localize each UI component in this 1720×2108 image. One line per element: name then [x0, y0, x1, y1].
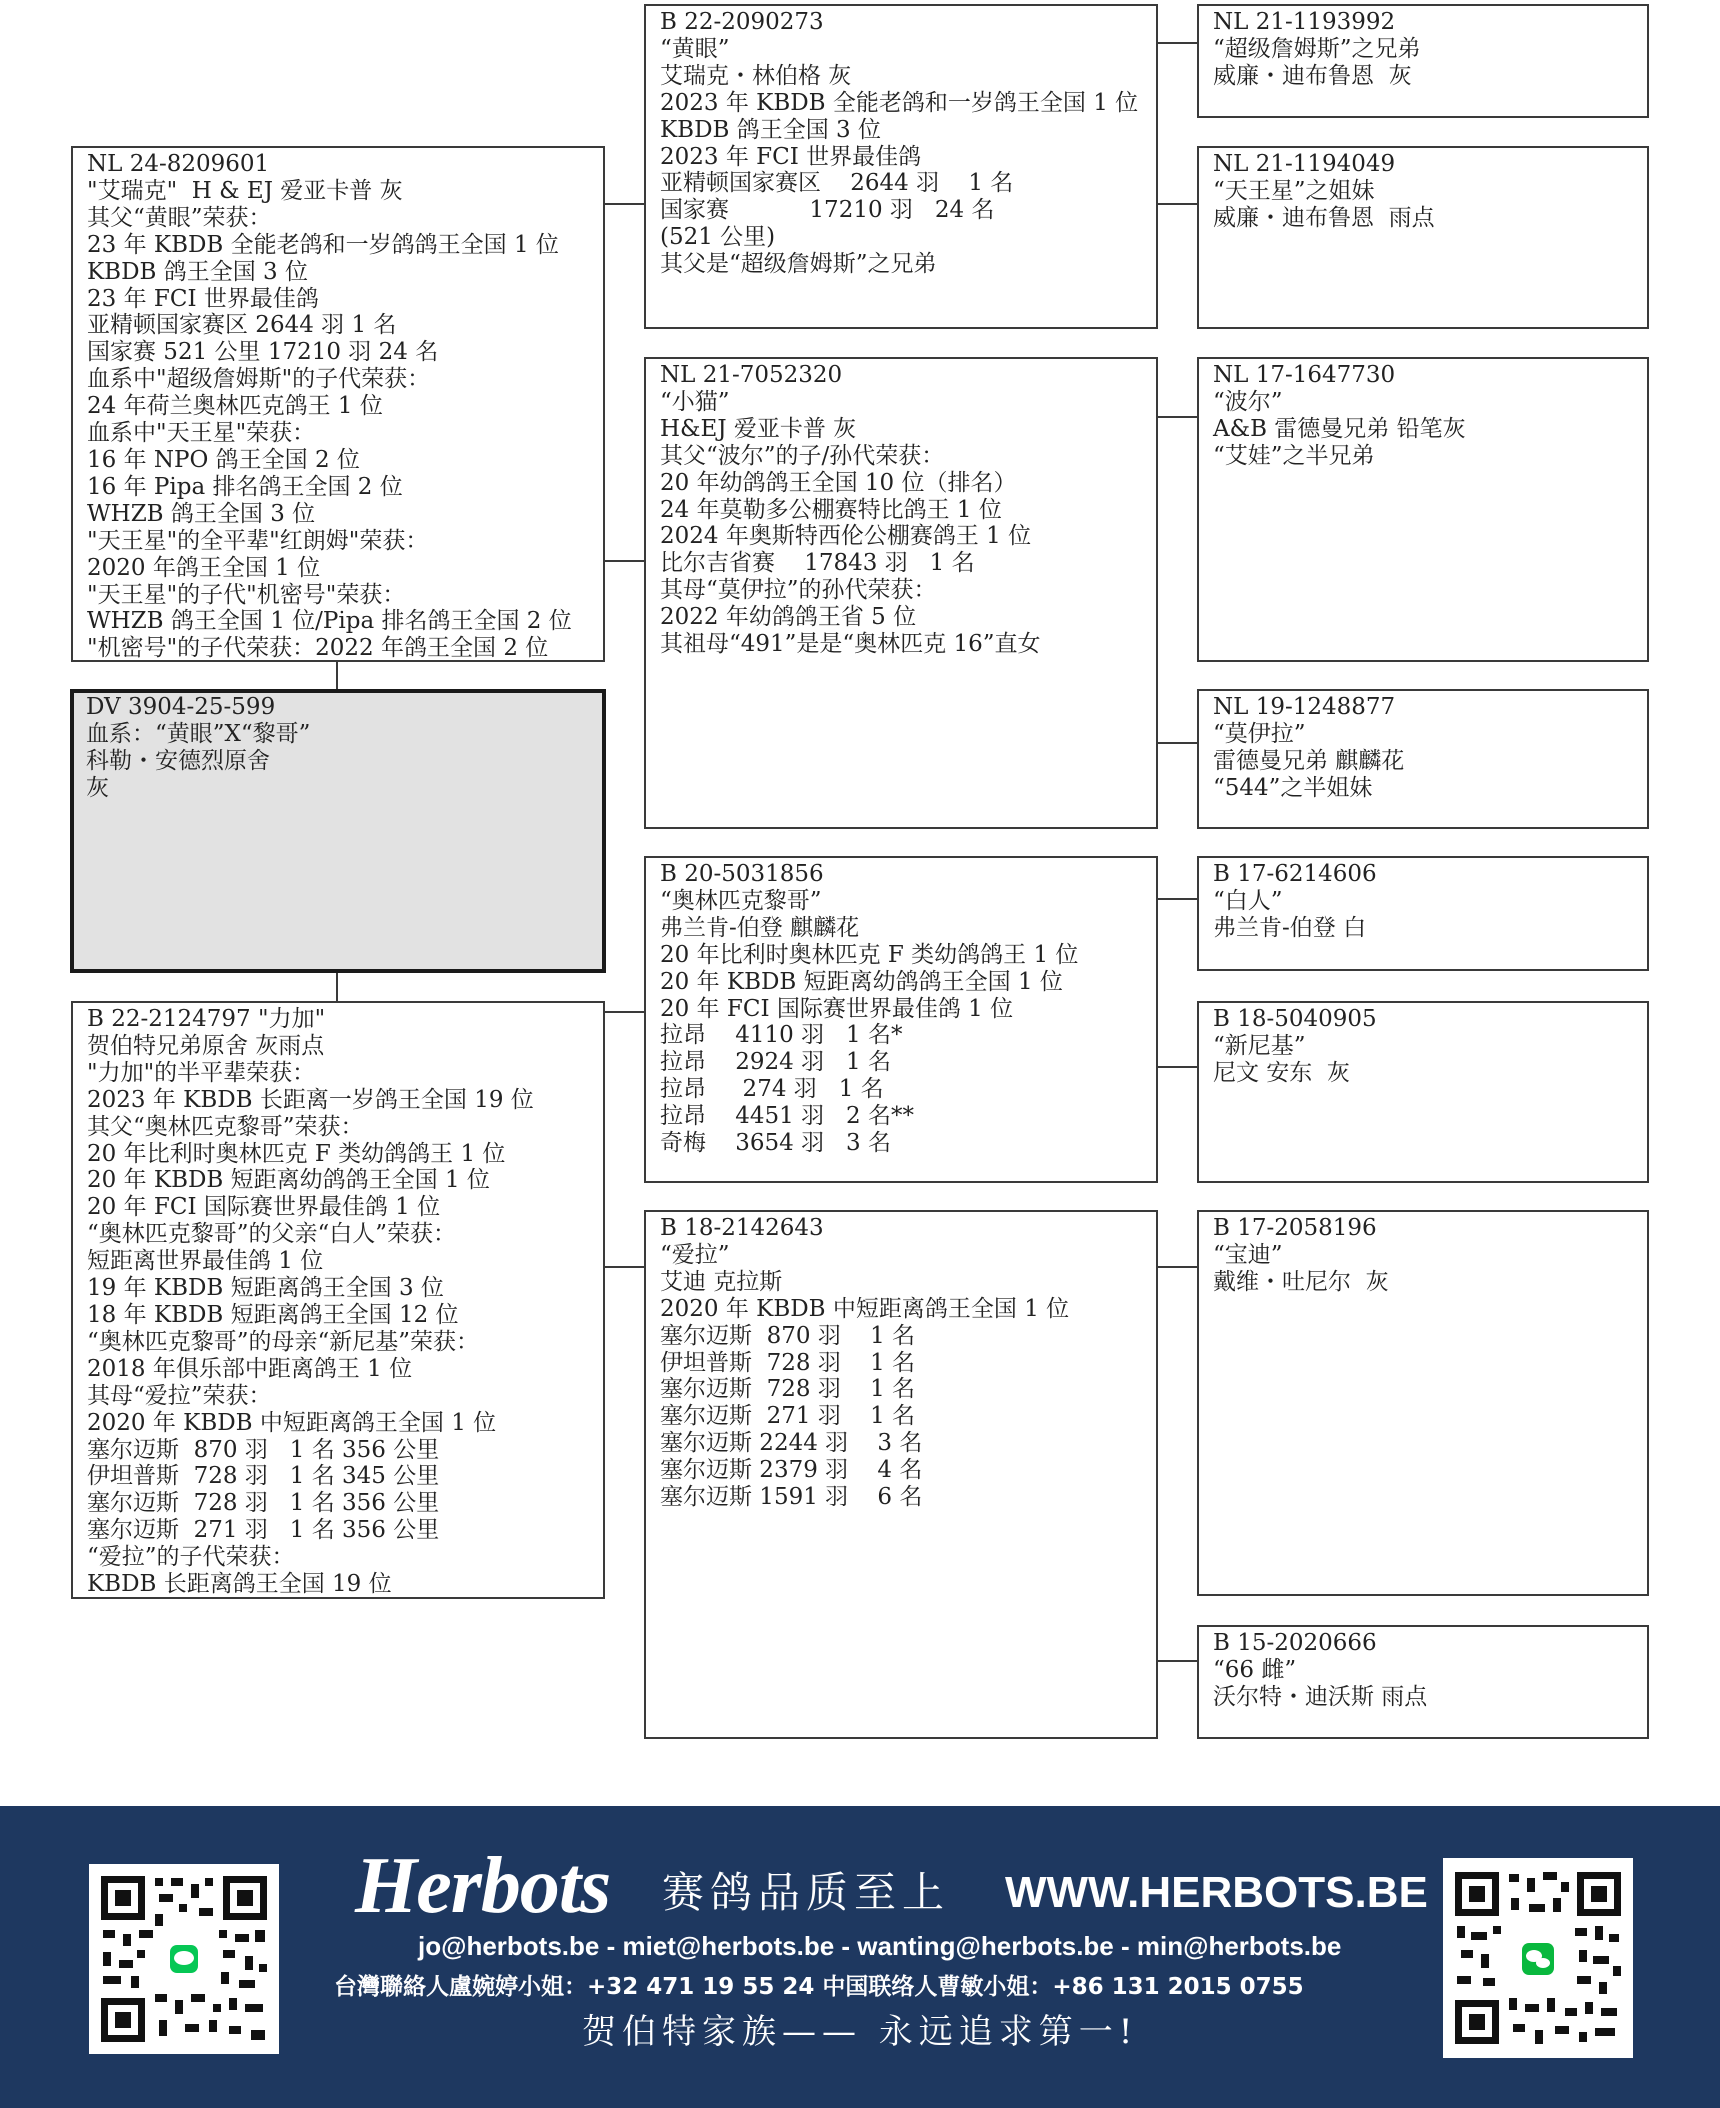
sire-info-line: 24 年荷兰奥林匹克鸽王 1 位 [87, 393, 383, 420]
dam-info-line: 19 年 KBDB 短距离鸽王全国 3 位 [87, 1275, 444, 1302]
info-line: 20 年比利时奥林匹克 F 类幼鸽鸽王 1 位 [660, 941, 1079, 968]
info-line: H&EJ 爱亚卡普 灰 [660, 415, 857, 442]
info-line: “白人” [1213, 887, 1283, 914]
info-line: 国家赛 17210 羽 24 名 [660, 197, 995, 224]
info-line: 塞尔迈斯 728 羽 1 名 [660, 1376, 916, 1403]
subject-ring-number: DV 3904-25-599 [86, 694, 276, 720]
connector-dam-gen2-bottom [604, 1266, 645, 1268]
dam-info-line: 18 年 KBDB 短距离鸽王全国 12 位 [87, 1301, 459, 1328]
sire-info-line: "天王星"的全平辈"红朗姆"荣获： [87, 527, 429, 554]
dam-info-line: 其母“爱拉”荣获： [87, 1382, 272, 1409]
info-line: 奇梅 3654 羽 3 名 [660, 1130, 891, 1157]
sire-info-line: 国家赛 521 公里 17210 羽 24 名 [87, 339, 439, 366]
ring-number: B 17-6214606 [1213, 861, 1377, 887]
info-line: 其父“波尔”的子/孙代荣获： [660, 442, 945, 469]
dam-ring-number: B 22-2124797 "力加" [87, 1006, 326, 1032]
dam-info-line: 伊坦普斯 728 羽 1 名 345 公里 [87, 1463, 440, 1490]
herbots-logo: Herbots [355, 1842, 611, 1930]
sire-ring-number: NL 24-8209601 [87, 151, 270, 177]
sire-info-line: 其父“黄眼”荣获： [87, 204, 272, 231]
dam-info-line: 20 年 KBDB 短距离幼鸽鸽王全国 1 位 [87, 1167, 490, 1194]
dam-info-line: 2018 年俱乐部中距离鸽王 1 位 [87, 1355, 413, 1382]
sire-info-line: WHZB 鸽王全国 1 位/Pipa 排名鸽王全国 2 位 [87, 608, 572, 635]
pigeon-name: “爱拉” [660, 1241, 730, 1268]
info-line: 威廉・迪布鲁恩 灰 [1213, 62, 1412, 89]
connector-gen2-gen3-4b [1157, 1660, 1198, 1662]
sire-name-line: "艾瑞克" H & EJ 爱亚卡普 灰 [87, 177, 403, 204]
connector-gen2-gen3-2b [1157, 742, 1198, 744]
sire-info-line: 2020 年鸽王全国 1 位 [87, 554, 321, 581]
line-qr-code[interactable] [89, 1864, 279, 2054]
dam-info-line: 其父“奥林匹克黎哥”荣获： [87, 1113, 364, 1140]
connector-gen2-gen3-1b [1157, 203, 1198, 205]
connector-gen2-gen3-1a [1157, 42, 1198, 44]
info-line: 塞尔迈斯 2244 羽 3 名 [660, 1430, 923, 1457]
dam-info-line: “爱拉”的子代荣获： [87, 1544, 295, 1571]
dam-info-line: 2023 年 KBDB 长距离一岁鸽王全国 19 位 [87, 1086, 534, 1113]
dam-sire-card [644, 856, 1158, 1183]
ancestor-card-6 [1197, 1001, 1649, 1183]
ancestor-card-3 [1197, 357, 1649, 662]
info-line: “66 雌” [1213, 1656, 1297, 1683]
sire-info-line: 亚精顿国家赛区 2644 羽 1 名 [87, 312, 397, 339]
pigeon-name: “奥林匹克黎哥” [660, 887, 822, 914]
connector-gen2-gen3-3b [1157, 1066, 1198, 1068]
sire-card [71, 146, 605, 662]
ring-number: B 18-5040905 [1213, 1006, 1377, 1032]
info-line: “天王星”之姐妹 [1213, 177, 1375, 204]
sire-info-line: 23 年 KBDB 全能老鸽和一岁鸽鸽王全国 1 位 [87, 231, 559, 258]
info-line: “544”之半姐妹 [1213, 774, 1373, 801]
info-line: 拉昂 2924 羽 1 名 [660, 1049, 891, 1076]
subject-breeder: 科勒・安德烈原舍 [86, 747, 270, 774]
info-line: 戴维・吐尼尔 灰 [1213, 1268, 1389, 1295]
ring-number: B 20-5031856 [660, 861, 824, 887]
info-line: 2022 年幼鸽鸽王省 5 位 [660, 604, 917, 631]
connector-subject-dam [336, 971, 338, 1003]
info-line: 20 年 KBDB 短距离幼鸽鸽王全国 1 位 [660, 968, 1063, 995]
info-line: (521 公里) [660, 224, 776, 251]
dam-info-line: 塞尔迈斯 271 羽 1 名 356 公里 [87, 1517, 440, 1544]
slogan: 赛鸽品质至上 [662, 1868, 951, 1917]
dam-info-line: KBDB 长距离鸽王全国 19 位 [87, 1571, 392, 1598]
info-line: KBDB 鸽王全国 3 位 [660, 116, 881, 143]
ancestor-card-8 [1197, 1625, 1649, 1739]
info-line: 拉昂 4451 羽 2 名** [660, 1103, 914, 1130]
sire-info-line: "机密号"的子代荣获：2022 年鸽王全国 2 位 [87, 635, 549, 662]
info-line: 亚精顿国家赛区 2644 羽 1 名 [660, 170, 1014, 197]
info-line: 塞尔迈斯 1591 羽 6 名 [660, 1484, 923, 1511]
sire-info-line: "天王星"的子代"机密号"荣获： [87, 581, 406, 608]
connector-sire-gen2-top [604, 203, 645, 205]
info-line: “超级詹姆斯”之兄弟 [1213, 35, 1421, 62]
info-line: 艾迪 克拉斯 [660, 1268, 783, 1295]
info-line: 塞尔迈斯 2379 羽 4 名 [660, 1457, 923, 1484]
dam-info-line: 塞尔迈斯 870 羽 1 名 356 公里 [87, 1436, 440, 1463]
info-line: 20 年 FCI 国际赛世界最佳鸽 1 位 [660, 995, 1014, 1022]
info-line: A&B 雷德曼兄弟 铅笔灰 [1213, 415, 1466, 442]
ring-number: B 22-2090273 [660, 9, 824, 35]
ancestor-card-4 [1197, 689, 1649, 829]
info-line: “宝迪” [1213, 1241, 1283, 1268]
pigeon-name: “黄眼” [660, 35, 730, 62]
dam-info-line: “奥林匹克黎哥”的父亲“白人”荣获： [87, 1221, 457, 1248]
info-line: 伊坦普斯 728 羽 1 名 [660, 1349, 916, 1376]
connector-gen2-gen3-3a [1157, 898, 1198, 900]
ring-number: NL 17-1647730 [1213, 362, 1396, 388]
email-addresses[interactable]: jo@herbots.be - miet@herbots.be - wanting@herbots.be - min@herbots.be [418, 1931, 1342, 1961]
info-line: 尼文 安东 灰 [1213, 1059, 1350, 1086]
info-line: 2020 年 KBDB 中短距离鸽王全国 1 位 [660, 1295, 1070, 1322]
dam-card [71, 1001, 605, 1599]
sire-info-line: KBDB 鸽王全国 3 位 [87, 258, 308, 285]
subject-color: 灰 [86, 774, 109, 801]
ancestor-card-1 [1197, 4, 1649, 118]
info-line: 沃尔特・迪沃斯 雨点 [1213, 1683, 1428, 1710]
connector-dam-gen2-top [604, 1011, 645, 1013]
ring-number: B 15-2020666 [1213, 1630, 1377, 1656]
ring-number: NL 19-1248877 [1213, 694, 1396, 720]
info-line: 威廉・迪布鲁恩 雨点 [1213, 204, 1435, 231]
dam-dam-card [644, 1210, 1158, 1739]
info-line: 拉昂 4110 羽 1 名* [660, 1022, 903, 1049]
ring-number: NL 21-7052320 [660, 362, 843, 388]
ring-number: NL 21-1193992 [1213, 9, 1396, 35]
connector-gen2-gen3-4a [1157, 1266, 1198, 1268]
dam-info-line: 塞尔迈斯 728 羽 1 名 356 公里 [87, 1490, 440, 1517]
info-line: 雷德曼兄弟 麒麟花 [1213, 747, 1405, 774]
info-line: 2024 年奥斯特西伦公棚赛鸽王 1 位 [660, 523, 1032, 550]
dam-info-line: 贺伯特兄弟原舍 灰雨点 [87, 1032, 325, 1059]
ring-number: B 18-2142643 [660, 1215, 824, 1241]
footer-banner [0, 1806, 1720, 2108]
sire-info-line: WHZB 鸽王全国 3 位 [87, 500, 316, 527]
sire-dam-card [644, 357, 1158, 829]
info-line: 艾瑞克・林伯格 灰 [660, 62, 852, 89]
info-line: 塞尔迈斯 870 羽 1 名 [660, 1322, 916, 1349]
sire-sire-card [644, 4, 1158, 329]
wechat-qr-code[interactable] [1443, 1858, 1633, 2058]
info-line: 2023 年 FCI 世界最佳鸽 [660, 143, 922, 170]
subject-bloodline: 血系：“黄眼”X“黎哥” [86, 720, 311, 747]
ancestor-card-7 [1197, 1210, 1649, 1596]
dam-info-line: 20 年比利时奥林匹克 F 类幼鸽鸽王 1 位 [87, 1140, 506, 1167]
info-line: 塞尔迈斯 271 羽 1 名 [660, 1403, 916, 1430]
contact-numbers: 台灣聯絡人盧婉婷小姐：+32 471 19 55 24 中国联络人曹敏小姐：+86 131 2015 0755 [334, 1974, 1304, 2000]
info-line: 弗兰肯-伯登 麒麟花 [660, 914, 860, 941]
ancestor-card-2 [1197, 146, 1649, 329]
subject-card [70, 689, 606, 973]
pigeon-name: “小猫” [660, 388, 730, 415]
info-line: 其祖母“491”是是“奥林匹克 16”直女 [660, 631, 1041, 658]
ring-number: NL 21-1194049 [1213, 151, 1396, 177]
sire-info-line: 23 年 FCI 世界最佳鸽 [87, 285, 319, 312]
info-line: 24 年莫勒多公棚赛特比鸽王 1 位 [660, 496, 1002, 523]
info-line: 20 年幼鸽鸽王全国 10 位（排名） [660, 469, 1017, 496]
ring-number: B 17-2058196 [1213, 1215, 1377, 1241]
info-line: “莫伊拉” [1213, 720, 1306, 747]
info-line: “艾娃”之半兄弟 [1213, 442, 1375, 469]
connector-sire-gen2-bottom [604, 560, 645, 562]
dam-info-line: 20 年 FCI 国际赛世界最佳鸽 1 位 [87, 1194, 441, 1221]
family-motto: 贺伯特家族—— 永远追求第一! [582, 2012, 1139, 2052]
sire-info-line: 16 年 Pipa 排名鸽王全国 2 位 [87, 473, 403, 500]
info-line: 比尔吉省赛 17843 羽 1 名 [660, 550, 975, 577]
ancestor-card-5 [1197, 856, 1649, 971]
info-line: 2023 年 KBDB 全能老鸽和一岁鸽王全国 1 位 [660, 89, 1139, 116]
info-line: 拉昂 274 羽 1 名 [660, 1076, 884, 1103]
website-link[interactable]: WWW.HERBOTS.BE [1005, 1868, 1428, 1917]
dam-info-line: “奥林匹克黎哥”的母亲“新尼基”荣获： [87, 1328, 480, 1355]
sire-info-line: 血系中"超级詹姆斯"的子代荣获： [87, 366, 431, 393]
dam-info-line: 短距离世界最佳鸽 1 位 [87, 1248, 324, 1275]
info-line: 其父是“超级詹姆斯”之兄弟 [660, 251, 937, 278]
info-line: “波尔” [1213, 388, 1283, 415]
connector-subject-sire [336, 661, 338, 691]
dam-info-line: "力加"的半平辈荣获： [87, 1059, 316, 1086]
info-line: 弗兰肯-伯登 白 [1213, 914, 1367, 941]
dam-info-line: 2020 年 KBDB 中短距离鸽王全国 1 位 [87, 1409, 497, 1436]
info-line: 其母“莫伊拉”的孙代荣获： [660, 577, 937, 604]
info-line: “新尼基” [1213, 1032, 1306, 1059]
sire-info-line: 血系中"天王星"荣获： [87, 420, 316, 447]
connector-gen2-gen3-2a [1157, 416, 1198, 418]
sire-info-line: 16 年 NPO 鸽王全国 2 位 [87, 446, 360, 473]
